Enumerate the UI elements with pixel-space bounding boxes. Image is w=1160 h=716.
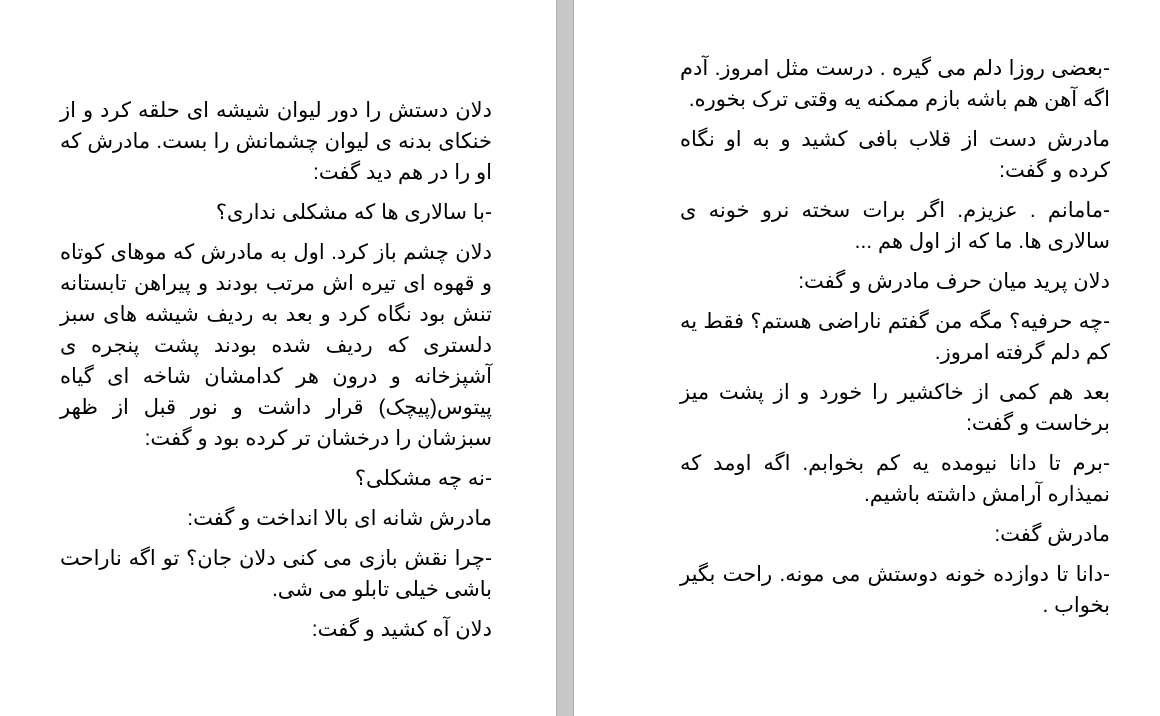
- page-right-text: [680, 53, 1110, 630]
- paragraph: دلان دستش را دور لیوان شیشه ای حلقه کرد و از خنکای بدنه ی لیوان چشمانش را بست. مادرش که او را در هم دید گفت:: [60, 99, 492, 184]
- paragraph: -مامانم . عزیزم. اگر برات سخته نرو خونه ی سالاری ها. ما که از اول هم ...: [680, 199, 1110, 253]
- paragraph: مادرش دست از قلاب بافی کشید و به او نگاه کرده و گفت:: [680, 128, 1110, 182]
- paragraph: مادرش شانه ای بالا انداخت و گفت:: [187, 507, 492, 530]
- paragraph: بعد هم کمی از خاکشیر را خورد و از پشت میز برخاست و گفت:: [680, 381, 1110, 435]
- paragraph: -با سالاری ها که مشکلی نداری؟: [215, 201, 492, 224]
- paragraph: -چرا نقش بازی می کنی دلان جان؟ تو اگه ناراحت باشی خیلی تابلو می شی.: [60, 547, 492, 601]
- paragraph: -دانا تا دوازده خونه دوستش می مونه. راحت بگیر بخواب .: [680, 563, 1110, 617]
- paragraph: دلان آه کشید و گفت:: [311, 618, 492, 641]
- paragraph: دلان چشم باز کرد. اول به مادرش که موهای کوتاه و قهوه ای تیره اش مرتب بودند و پیراهن تابستانه تنش بود نگاه کرد و بعد به ردیف شیشه های سبز دلستری که ردیف شده بودند پشت پنجره ی آشپزخانه و درون هر کدامشان شاخه ای گیاه پیتوس(پیچک) قرار داشت و نور قبل از ظهر سبزشان را درخشان تر کرده بود و گفت:: [60, 241, 492, 450]
- page-left: [0, 0, 556, 716]
- paragraph: -نه چه مشکلی؟: [354, 467, 492, 490]
- page-left-text: [60, 95, 492, 654]
- paragraph: -بعضی روزا دلم می گیره . درست مثل امروز. آدم اگه آهن هم باشه بازم ممکنه یه وقتی ترک بخوره.: [680, 57, 1110, 111]
- page-right: [574, 0, 1160, 716]
- paragraph: دلان پرید میان حرف مادرش و گفت:: [798, 270, 1110, 293]
- paragraph: مادرش گفت:: [994, 523, 1110, 546]
- paragraph: -چه حرفیه؟ مگه من گفتم ناراضی هستم؟ فقط یه کم دلم گرفته امروز.: [680, 310, 1110, 364]
- page-divider: [556, 0, 574, 716]
- paragraph: -برم تا دانا نیومده یه کم بخوابم. اگه اومد که نمیذاره آرامش داشته باشیم.: [680, 452, 1110, 506]
